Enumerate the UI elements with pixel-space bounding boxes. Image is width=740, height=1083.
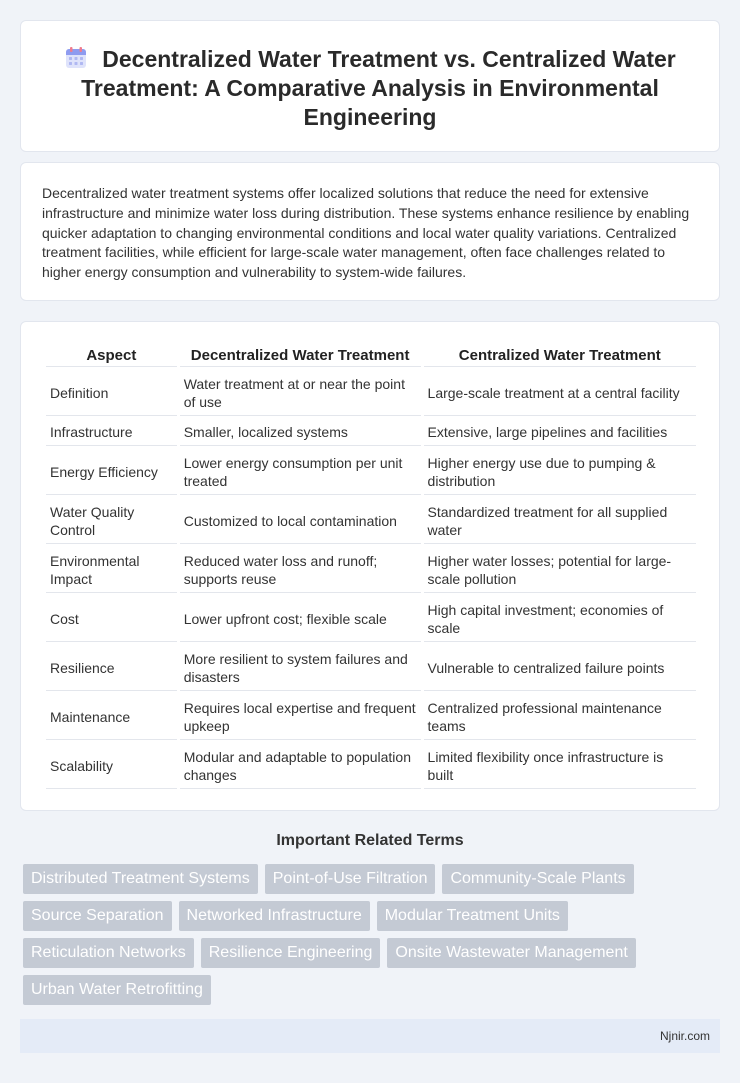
row-decentralized: Lower energy consumption per unit treated [180,449,421,495]
intro-paragraph: Decentralized water treatment systems offer localized solutions that reduce the need for extensive infrastructure and minimize water loss during distribution. These systems enhance resilience by enabling quicker adaptation to changing environmental conditions and local water quality variations. Centralized treatment facilities, while efficient for large-scale water management, often face challenges related to higher energy consumption and vulnerability to system-wide failures. [42,185,690,281]
footer [20,1019,720,1053]
row-decentralized: Requires local expertise and frequent upkeep [180,694,421,740]
row-centralized: Centralized professional maintenance teams [424,694,696,740]
related-term-tag[interactable]: Modular Treatment Units [377,901,568,931]
row-aspect: Definition [46,370,177,416]
header-decentralized: Decentralized Water Treatment [180,345,421,367]
row-centralized: Higher water losses; potential for large-scale pollution [424,547,696,593]
row-decentralized: Smaller, localized systems [180,419,421,446]
related-term-tag[interactable]: Point-of-Use Filtration [265,864,436,894]
related-terms-list [23,864,723,1012]
row-aspect: Environmental Impact [46,547,177,593]
related-term-tag[interactable]: Resilience Engineering [201,938,381,968]
related-term-tag[interactable]: Reticulation Networks [23,938,194,968]
intro-card [20,162,720,301]
calendar-icon [64,46,88,70]
related-term-tag[interactable]: Urban Water Retrofitting [23,975,211,1005]
comparison-table [43,342,699,792]
title-card [20,20,720,152]
related-term-tag[interactable]: Networked Infrastructure [179,901,370,931]
row-decentralized: Water treatment at or near the point of use [180,370,421,416]
footer-site-link[interactable]: Njnir.com [659,1029,710,1043]
row-decentralized: More resilient to system failures and disasters [180,645,421,691]
header-aspect: Aspect [46,345,177,367]
row-aspect: Infrastructure [46,419,177,446]
row-centralized: Limited flexibility once infrastructure is built [424,743,696,789]
related-terms-heading: Important Related Terms [276,832,464,849]
table-row [46,743,696,789]
related-term-tag[interactable]: Source Separation [23,901,172,931]
table-row [46,498,696,544]
row-centralized: High capital investment; economies of scale [424,596,696,642]
row-aspect: Resilience [46,645,177,691]
related-term-tag[interactable]: Community-Scale Plants [442,864,633,894]
table-row [46,547,696,593]
table-header-row [46,345,696,367]
row-decentralized: Reduced water loss and runoff; supports reuse [180,547,421,593]
page-title-text: Decentralized Water Treatment vs. Centralized Water Treatment: A Comparative Analysis in Environmental Engineering [81,46,676,130]
row-decentralized: Lower upfront cost; flexible scale [180,596,421,642]
comparison-card [20,321,720,811]
row-centralized: Higher energy use due to pumping & distribution [424,449,696,495]
row-decentralized: Customized to local contamination [180,498,421,544]
table-row [46,449,696,495]
row-centralized: Vulnerable to centralized failure points [424,645,696,691]
related-term-tag[interactable]: Onsite Wastewater Management [387,938,635,968]
row-aspect: Water Quality Control [46,498,177,544]
row-aspect: Energy Efficiency [46,449,177,495]
related-term-tag[interactable]: Distributed Treatment Systems [23,864,258,894]
row-aspect: Cost [46,596,177,642]
table-row [46,645,696,691]
row-centralized: Large-scale treatment at a central facility [424,370,696,416]
row-centralized: Extensive, large pipelines and facilities [424,419,696,446]
row-aspect: Maintenance [46,694,177,740]
table-row [46,694,696,740]
header-centralized: Centralized Water Treatment [424,345,696,367]
page-title [61,45,679,132]
row-centralized: Standardized treatment for all supplied water [424,498,696,544]
table-row [46,419,696,446]
table-row [46,596,696,642]
row-aspect: Scalability [46,743,177,789]
table-row [46,370,696,416]
row-decentralized: Modular and adaptable to population changes [180,743,421,789]
